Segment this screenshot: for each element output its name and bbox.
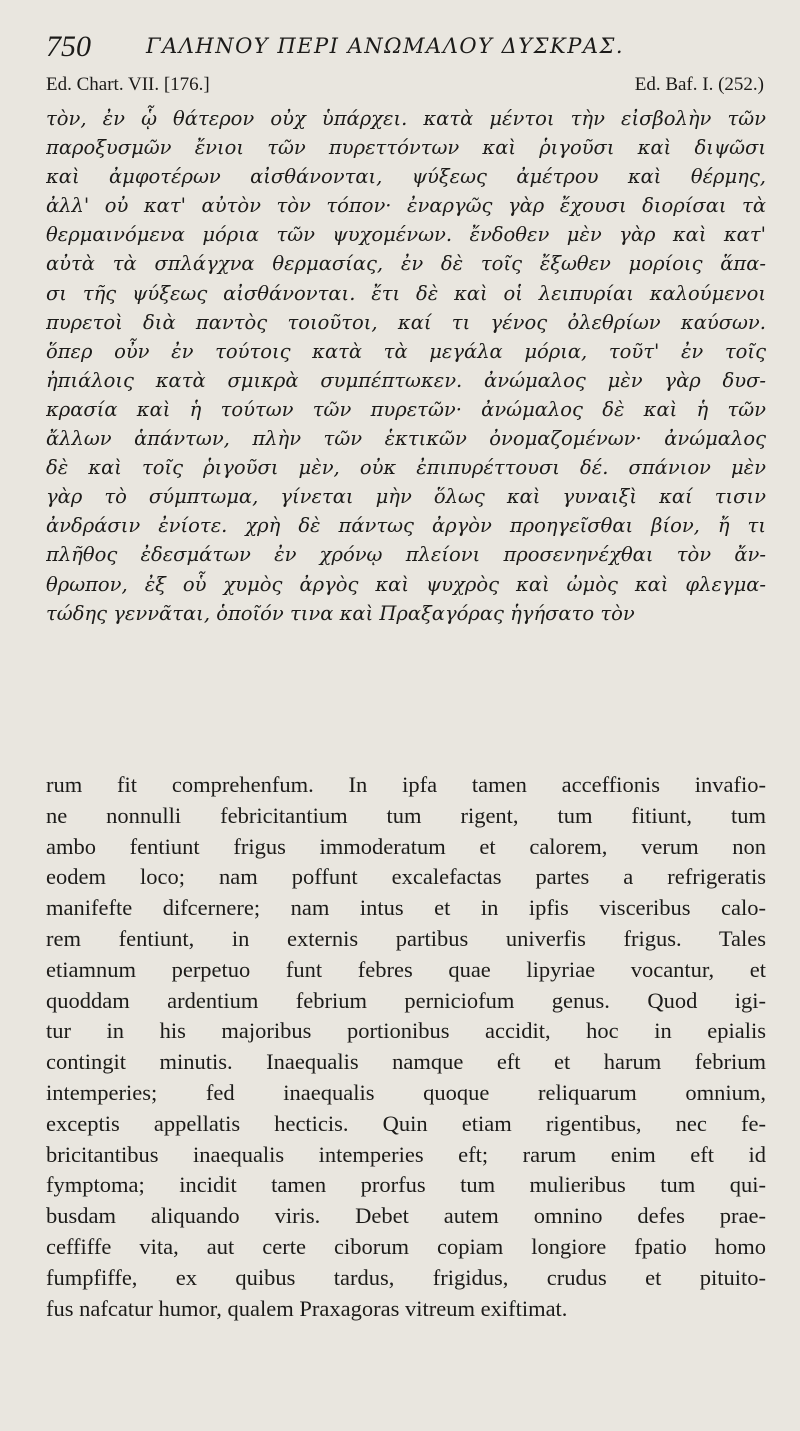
latin-text-line: fus nafcatur humor, qualem Praxagoras vitreum exiftimat.: [46, 1295, 568, 1321]
latin-text-line: manifefte difcernere; nam intus et in ipfis visceribus calo-: [46, 895, 766, 921]
latin-text-line: busdam aliquando viris. Debet autem omnino defes prae-: [46, 1203, 766, 1229]
latin-text-block: [46, 770, 766, 1324]
latin-text-line: tur in his majoribus portionibus accidit, hoc in epialis: [46, 1018, 766, 1044]
latin-text-line: quoddam ardentium febrium perniciofum genus. Quod igi-: [46, 987, 766, 1013]
running-head: [46, 28, 766, 68]
greek-text-line: πλῆθος ἐδεσμάτων ἐν χρόνῳ πλείονι προσενηνέχθαι τὸν ἄν-: [46, 543, 766, 567]
latin-text-line: bricitantibus inaequalis intemperies eft; rarum enim eft id: [46, 1141, 766, 1167]
greek-text-line: ἀλλ' οὐ κατ' αὐτὸν τὸν τόπον· ἐναργῶς γὰρ ἔχουσι διορίσαι τὰ: [46, 194, 766, 218]
greek-text-line: καὶ ἀμφοτέρων αἰσθάνονται, ψύξεως ἀμέτρου καὶ θέρμης,: [46, 165, 766, 189]
greek-text-line: θερμαινόμενα μόρια τῶν ψυχομένων. ἔνδοθεν μὲν γὰρ καὶ κατ': [46, 223, 766, 247]
latin-text-line: intemperies; fed inaequalis quoque reliquarum omnium,: [46, 1079, 766, 1105]
page-number: 750: [46, 30, 91, 63]
edition-references: [46, 74, 764, 102]
edition-chartier: Ed. Chart. VII. [176.]: [46, 74, 210, 95]
greek-text-line: ἠπιάλοις κατὰ σμικρὰ συμπέπτωκεν. ἀνώμαλος μὲν γὰρ δυσ-: [46, 368, 766, 392]
running-title: ΓΑΛΗΝΟΥ ΠΕΡΙ ΑΝΩΜΑΛΟΥ ΔΥΣΚΡΑΣ.: [146, 34, 625, 58]
latin-text-line: ne nonnulli febricitantium tum rigent, tum fitiunt, tum: [46, 802, 766, 828]
latin-text-line: eodem loco; nam poffunt excalefactas partes a refrigeratis: [46, 864, 766, 890]
greek-text-line: αὐτὰ τὰ σπλάγχνα θερμασίας, ἐν δὲ τοῖς ἔξωθεν μορίοις ἅπα-: [46, 252, 766, 276]
greek-text-line: σι τῆς ψύξεως αἰσθάνονται. ἔτι δὲ καὶ οἱ λειπυρίαι καλούμενοι: [46, 281, 766, 305]
latin-text-line: rem fentiunt, in externis partibus univerfis frigus. Tales: [46, 925, 766, 951]
edition-basel: Ed. Baf. I. (252.): [634, 74, 764, 95]
latin-text-line: fymptoma; incidit tamen prorfus tum mulieribus tum qui-: [46, 1172, 766, 1198]
greek-text-line: ἄλλων ἁπάντων, πλὴν τῶν ἑκτικῶν ὀνομαζομένων· ἀνώμαλος: [46, 427, 766, 451]
latin-text-line: etiamnum perpetuo funt febres quae lipyriae vocantur, et: [46, 956, 766, 982]
greek-text-line: πυρετοὶ διὰ παντὸς τοιοῦτοι, καί τι γένος ὀλεθρίων καύσων.: [46, 310, 766, 334]
latin-text-line: ambo fentiunt frigus immoderatum et calorem, verum non: [46, 833, 766, 859]
greek-text-line: τώδης γεννᾶται, ὁποῖόν τινα καὶ Πραξαγόρας ἡγήσατο τὸν: [46, 601, 635, 625]
latin-text-line: contingit minutis. Inaequalis namque eft et harum febrium: [46, 1049, 766, 1075]
greek-text-line: ἀνδράσιν ἐνίοτε. χρὴ δὲ πάντως ἀργὸν προηγεῖσθαι βίον, ἤ τι: [46, 514, 766, 538]
latin-text-line: fumpfiffe, ex quibus tardus, frigidus, crudus et pituito-: [46, 1264, 766, 1290]
latin-text-line: exceptis appellatis hecticis. Quin etiam rigentibus, nec fe-: [46, 1110, 766, 1136]
greek-text-line: γὰρ τὸ σύμπτωμα, γίνεται μὴν ὅλως καὶ γυναιξὶ καί τισιν: [46, 485, 766, 509]
greek-text-line: δὲ καὶ τοῖς ῥιγοῦσι μὲν, οὐκ ἐπιπυρέττουσι δέ. σπάνιον μὲν: [46, 456, 766, 480]
greek-text-line: τὸν, ἐν ᾧ θάτερον οὐχ ὑπάρχει. κατὰ μέντοι τὴν εἰσβολὴν τῶν: [46, 107, 766, 130]
latin-text-line: rum fit comprehenfum. In ipfa tamen acceffionis invafio-: [46, 772, 766, 797]
greek-text-line: κρασία καὶ ἡ τούτων τῶν πυρετῶν· ἀνώμαλος δὲ καὶ ἡ τῶν: [46, 397, 766, 421]
greek-text-line: θρωπον, ἐξ οὗ χυμὸς ἀργὸς καὶ ψυχρὸς καὶ ὠμὸς καὶ φλεγμα-: [46, 572, 766, 596]
greek-text-block: [46, 104, 766, 628]
greek-text-line: παροξυσμῶν ἔνιοι τῶν πυρεττόντων καὶ ῥιγοῦσι καὶ διψῶσι: [46, 136, 766, 160]
latin-text-line: ceffiffe vita, aut certe ciborum copiam longiore fpatio homo: [46, 1233, 766, 1259]
greek-text-line: ὅπερ οὖν ἐν τούτοις κατὰ τὰ μεγάλα μόρια, τοῦτ' ἐν τοῖς: [46, 339, 766, 363]
